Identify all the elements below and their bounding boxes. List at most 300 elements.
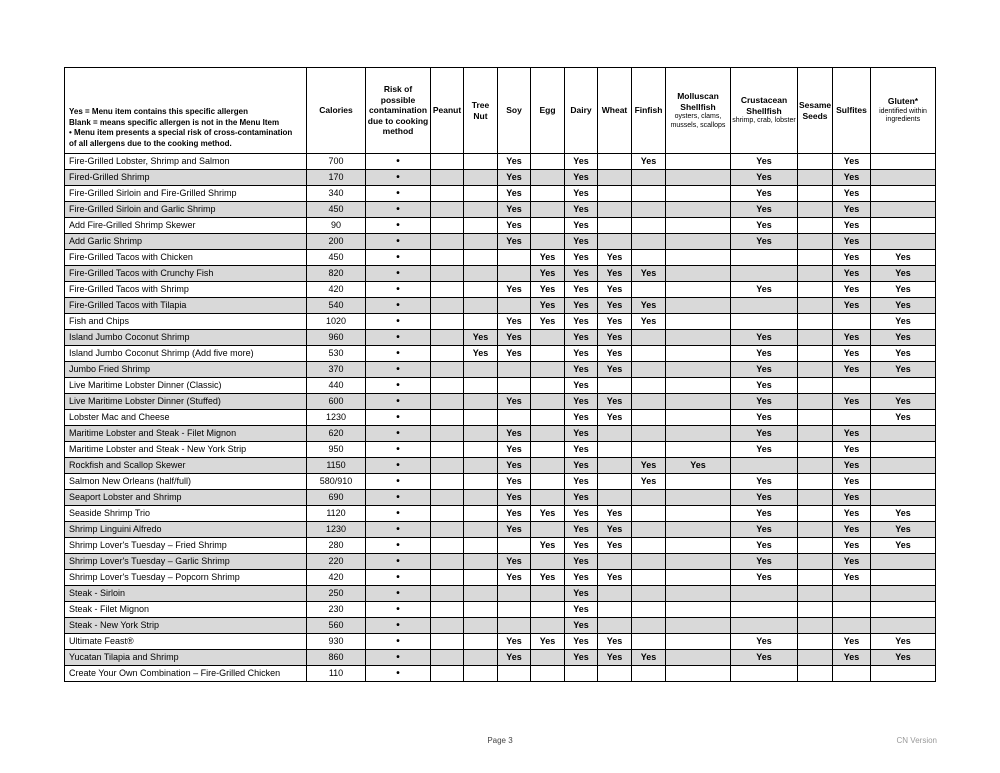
table-row <box>65 170 936 186</box>
risk-dot: • <box>366 218 431 234</box>
allergen-wheat: Yes <box>598 250 632 266</box>
allergen-sulfites: Yes <box>833 282 871 298</box>
menu-item-name: Fire-Grilled Lobster, Shrimp and Salmon <box>65 154 307 170</box>
allergen-tree-nut: Yes <box>464 346 498 362</box>
allergen-crustacean <box>731 458 798 474</box>
allergen-finfish <box>632 186 666 202</box>
allergen-gluten <box>871 426 936 442</box>
allergen-sulfites: Yes <box>833 570 871 586</box>
allergen-tree-nut <box>464 394 498 410</box>
col-header-dairy: Dairy <box>565 68 598 154</box>
allergen-finfish <box>632 570 666 586</box>
allergen-sulfites: Yes <box>833 266 871 282</box>
allergen-peanut <box>431 186 464 202</box>
menu-item-name: Steak - Filet Mignon <box>65 602 307 618</box>
allergen-gluten <box>871 378 936 394</box>
allergen-peanut <box>431 234 464 250</box>
allergen-soy: Yes <box>498 234 531 250</box>
allergen-soy: Yes <box>498 314 531 330</box>
allergen-gluten: Yes <box>871 282 936 298</box>
allergen-peanut <box>431 170 464 186</box>
allergen-wheat: Yes <box>598 570 632 586</box>
calories-value: 1020 <box>307 314 366 330</box>
allergen-finfish <box>632 282 666 298</box>
allergen-molluscan <box>666 634 731 650</box>
allergen-crustacean <box>731 666 798 682</box>
allergen-molluscan <box>666 234 731 250</box>
allergen-sulfites: Yes <box>833 362 871 378</box>
allergen-molluscan <box>666 186 731 202</box>
allergen-dairy: Yes <box>565 362 598 378</box>
allergen-wheat <box>598 586 632 602</box>
table-row <box>65 266 936 282</box>
allergen-egg <box>531 378 565 394</box>
table-row <box>65 538 936 554</box>
menu-item-name: Island Jumbo Coconut Shrimp (Add five more) <box>65 346 307 362</box>
calories-value: 1150 <box>307 458 366 474</box>
allergen-dairy: Yes <box>565 538 598 554</box>
calories-value: 530 <box>307 346 366 362</box>
menu-item-name: Fired-Grilled Shrimp <box>65 170 307 186</box>
allergen-soy <box>498 266 531 282</box>
allergen-finfish: Yes <box>632 314 666 330</box>
menu-item-name: Fire-Grilled Sirloin and Garlic Shrimp <box>65 202 307 218</box>
allergen-sulfites: Yes <box>833 506 871 522</box>
allergen-egg: Yes <box>531 506 565 522</box>
calories-value: 600 <box>307 394 366 410</box>
allergen-tree-nut <box>464 154 498 170</box>
col-header-calories: Calories <box>307 68 366 154</box>
allergen-crustacean: Yes <box>731 474 798 490</box>
calories-value: 1230 <box>307 410 366 426</box>
allergen-soy: Yes <box>498 570 531 586</box>
risk-dot: • <box>366 202 431 218</box>
allergen-soy: Yes <box>498 474 531 490</box>
risk-dot: • <box>366 634 431 650</box>
allergen-sesame <box>798 506 833 522</box>
allergen-sulfites: Yes <box>833 234 871 250</box>
allergen-dairy: Yes <box>565 186 598 202</box>
allergen-sesame <box>798 634 833 650</box>
menu-item-name: Seaside Shrimp Trio <box>65 506 307 522</box>
allergen-wheat <box>598 666 632 682</box>
col-header-egg: Egg <box>531 68 565 154</box>
col-header-tree-nut: Tree Nut <box>464 68 498 154</box>
allergen-finfish <box>632 634 666 650</box>
table-row <box>65 650 936 666</box>
allergen-dairy: Yes <box>565 266 598 282</box>
table-row <box>65 378 936 394</box>
risk-dot: • <box>366 298 431 314</box>
col-header-crustacean-title: Crustacean Shellfish <box>740 95 788 116</box>
allergen-egg <box>531 362 565 378</box>
allergen-peanut <box>431 378 464 394</box>
table-row <box>65 666 936 682</box>
allergen-sesame <box>798 186 833 202</box>
allergen-finfish <box>632 586 666 602</box>
allergen-molluscan <box>666 170 731 186</box>
allergen-molluscan <box>666 282 731 298</box>
allergen-wheat <box>598 458 632 474</box>
allergen-sesame <box>798 538 833 554</box>
allergen-gluten: Yes <box>871 506 936 522</box>
calories-value: 580/910 <box>307 474 366 490</box>
allergen-egg: Yes <box>531 298 565 314</box>
allergen-dairy: Yes <box>565 426 598 442</box>
allergen-sesame <box>798 250 833 266</box>
calories-value: 250 <box>307 586 366 602</box>
allergen-egg <box>531 650 565 666</box>
calories-value: 930 <box>307 634 366 650</box>
allergen-crustacean: Yes <box>731 282 798 298</box>
allergen-gluten <box>871 586 936 602</box>
allergen-egg <box>531 410 565 426</box>
allergen-soy: Yes <box>498 202 531 218</box>
allergen-dairy: Yes <box>565 618 598 634</box>
calories-value: 450 <box>307 250 366 266</box>
allergen-crustacean <box>731 586 798 602</box>
allergen-tree-nut <box>464 202 498 218</box>
allergen-soy <box>498 586 531 602</box>
allergen-peanut <box>431 602 464 618</box>
allergen-sesame <box>798 266 833 282</box>
allergen-molluscan <box>666 154 731 170</box>
allergen-dairy: Yes <box>565 346 598 362</box>
allergen-dairy: Yes <box>565 490 598 506</box>
allergen-peanut <box>431 458 464 474</box>
allergen-soy: Yes <box>498 506 531 522</box>
allergen-soy <box>498 378 531 394</box>
allergen-molluscan <box>666 474 731 490</box>
table-row <box>65 394 936 410</box>
allergen-gluten <box>871 442 936 458</box>
allergen-finfish <box>632 538 666 554</box>
allergen-peanut <box>431 330 464 346</box>
allergen-finfish <box>632 442 666 458</box>
col-header-molluscan-title: Molluscan Shellfish <box>677 90 719 112</box>
risk-dot: • <box>366 666 431 682</box>
allergen-soy: Yes <box>498 490 531 506</box>
col-header-risk: Risk of possible contamination due to cooking method <box>366 68 431 154</box>
allergen-gluten <box>871 154 936 170</box>
menu-item-name: Steak - Sirloin <box>65 586 307 602</box>
allergen-molluscan <box>666 618 731 634</box>
risk-dot: • <box>366 650 431 666</box>
allergen-finfish <box>632 618 666 634</box>
allergen-gluten: Yes <box>871 250 936 266</box>
allergen-crustacean: Yes <box>731 410 798 426</box>
table-row <box>65 458 936 474</box>
menu-item-name: Shrimp Linguini Alfredo <box>65 522 307 538</box>
allergen-egg <box>531 554 565 570</box>
allergen-gluten <box>871 202 936 218</box>
allergen-gluten: Yes <box>871 314 936 330</box>
menu-item-name: Jumbo Fried Shrimp <box>65 362 307 378</box>
allergen-dairy: Yes <box>565 250 598 266</box>
menu-item-name: Live Maritime Lobster Dinner (Classic) <box>65 378 307 394</box>
calories-value: 820 <box>307 266 366 282</box>
risk-dot: • <box>366 538 431 554</box>
allergen-molluscan <box>666 346 731 362</box>
allergen-peanut <box>431 586 464 602</box>
calories-value: 420 <box>307 570 366 586</box>
table-row <box>65 426 936 442</box>
allergen-gluten: Yes <box>871 394 936 410</box>
menu-item-name: Seaport Lobster and Shrimp <box>65 490 307 506</box>
allergen-peanut <box>431 666 464 682</box>
table-row <box>65 506 936 522</box>
table-row <box>65 570 936 586</box>
allergen-finfish: Yes <box>632 266 666 282</box>
allergen-soy: Yes <box>498 282 531 298</box>
allergen-molluscan <box>666 650 731 666</box>
allergen-molluscan <box>666 426 731 442</box>
allergen-gluten <box>871 618 936 634</box>
risk-dot: • <box>366 266 431 282</box>
allergen-dairy: Yes <box>565 378 598 394</box>
allergen-peanut <box>431 650 464 666</box>
calories-value: 450 <box>307 202 366 218</box>
allergen-egg: Yes <box>531 250 565 266</box>
allergen-crustacean: Yes <box>731 202 798 218</box>
allergen-wheat: Yes <box>598 410 632 426</box>
allergen-finfish <box>632 666 666 682</box>
allergen-sesame <box>798 218 833 234</box>
allergen-egg <box>531 346 565 362</box>
allergen-peanut <box>431 506 464 522</box>
allergen-wheat <box>598 186 632 202</box>
allergen-sulfites: Yes <box>833 186 871 202</box>
risk-dot: • <box>366 186 431 202</box>
allergen-finfish <box>632 554 666 570</box>
allergen-molluscan <box>666 218 731 234</box>
allergen-crustacean: Yes <box>731 330 798 346</box>
allergen-tree-nut <box>464 570 498 586</box>
risk-dot: • <box>366 170 431 186</box>
table-row <box>65 250 936 266</box>
allergen-molluscan <box>666 490 731 506</box>
allergen-molluscan <box>666 602 731 618</box>
allergen-sulfites <box>833 410 871 426</box>
menu-item-name: Add Fire-Grilled Shrimp Skewer <box>65 218 307 234</box>
allergen-sulfites: Yes <box>833 554 871 570</box>
allergen-egg <box>531 330 565 346</box>
allergen-sulfites: Yes <box>833 250 871 266</box>
allergen-dairy: Yes <box>565 218 598 234</box>
allergen-table <box>64 67 936 682</box>
allergen-dairy: Yes <box>565 650 598 666</box>
menu-item-name: Fire-Grilled Tacos with Chicken <box>65 250 307 266</box>
allergen-peanut <box>431 394 464 410</box>
risk-dot: • <box>366 410 431 426</box>
allergen-soy <box>498 362 531 378</box>
allergen-dairy: Yes <box>565 170 598 186</box>
allergen-gluten <box>871 490 936 506</box>
allergen-molluscan <box>666 442 731 458</box>
allergen-peanut <box>431 410 464 426</box>
table-row <box>65 618 936 634</box>
allergen-dairy: Yes <box>565 202 598 218</box>
allergen-sesame <box>798 378 833 394</box>
legend-line-bullet: • Menu item presents a special risk of cross-contamination of all allergens due to the cooking method. <box>69 128 293 149</box>
allergen-crustacean: Yes <box>731 570 798 586</box>
allergen-soy: Yes <box>498 426 531 442</box>
allergen-soy: Yes <box>498 394 531 410</box>
allergen-crustacean: Yes <box>731 522 798 538</box>
allergen-sulfites: Yes <box>833 650 871 666</box>
allergen-peanut <box>431 538 464 554</box>
calories-value: 960 <box>307 330 366 346</box>
allergen-wheat: Yes <box>598 266 632 282</box>
allergen-sulfites: Yes <box>833 426 871 442</box>
risk-dot: • <box>366 346 431 362</box>
calories-value: 1230 <box>307 522 366 538</box>
allergen-peanut <box>431 474 464 490</box>
allergen-egg <box>531 666 565 682</box>
menu-item-name: Create Your Own Combination – Fire-Grilled Chicken <box>65 666 307 682</box>
allergen-sesame <box>798 346 833 362</box>
allergen-soy: Yes <box>498 186 531 202</box>
allergen-soy <box>498 618 531 634</box>
calories-value: 200 <box>307 234 366 250</box>
allergen-tree-nut <box>464 186 498 202</box>
table-row <box>65 314 936 330</box>
menu-item-name: Ultimate Feast® <box>65 634 307 650</box>
allergen-sulfites: Yes <box>833 538 871 554</box>
menu-item-name: Maritime Lobster and Steak - New York Strip <box>65 442 307 458</box>
allergen-molluscan <box>666 298 731 314</box>
allergen-tree-nut <box>464 234 498 250</box>
risk-dot: • <box>366 378 431 394</box>
allergen-crustacean: Yes <box>731 506 798 522</box>
table-row <box>65 586 936 602</box>
allergen-sulfites: Yes <box>833 490 871 506</box>
allergen-wheat <box>598 490 632 506</box>
calories-value: 620 <box>307 426 366 442</box>
calories-value: 280 <box>307 538 366 554</box>
allergen-finfish <box>632 490 666 506</box>
allergen-molluscan <box>666 666 731 682</box>
allergen-gluten <box>871 234 936 250</box>
allergen-wheat <box>598 474 632 490</box>
allergen-dairy: Yes <box>565 330 598 346</box>
allergen-wheat <box>598 618 632 634</box>
allergen-dairy: Yes <box>565 634 598 650</box>
menu-item-name: Maritime Lobster and Steak - Filet Mignon <box>65 426 307 442</box>
allergen-sesame <box>798 650 833 666</box>
allergen-dairy: Yes <box>565 394 598 410</box>
version-label: CN Version <box>896 736 937 745</box>
risk-dot: • <box>366 618 431 634</box>
allergen-gluten: Yes <box>871 362 936 378</box>
col-header-gluten <box>871 68 936 154</box>
allergen-peanut <box>431 570 464 586</box>
menu-item-name: Lobster Mac and Cheese <box>65 410 307 426</box>
allergen-wheat: Yes <box>598 362 632 378</box>
allergen-wheat <box>598 234 632 250</box>
menu-item-name: Add Garlic Shrimp <box>65 234 307 250</box>
allergen-sesame <box>798 394 833 410</box>
allergen-dairy: Yes <box>565 410 598 426</box>
menu-item-name: Shrimp Lover's Tuesday – Garlic Shrimp <box>65 554 307 570</box>
risk-dot: • <box>366 426 431 442</box>
allergen-finfish <box>632 394 666 410</box>
col-header-wheat: Wheat <box>598 68 632 154</box>
allergen-sulfites: Yes <box>833 218 871 234</box>
allergen-egg <box>531 522 565 538</box>
allergen-sulfites: Yes <box>833 330 871 346</box>
allergen-tree-nut <box>464 618 498 634</box>
allergen-soy: Yes <box>498 330 531 346</box>
allergen-finfish <box>632 506 666 522</box>
allergen-dairy: Yes <box>565 442 598 458</box>
allergen-wheat: Yes <box>598 650 632 666</box>
allergen-soy <box>498 410 531 426</box>
allergen-sesame <box>798 442 833 458</box>
allergen-sulfites: Yes <box>833 154 871 170</box>
table-row <box>65 442 936 458</box>
allergen-dairy: Yes <box>565 554 598 570</box>
menu-item-name: Fire-Grilled Tacos with Shrimp <box>65 282 307 298</box>
allergen-wheat: Yes <box>598 314 632 330</box>
legend-line-blank: Blank = means specific allergen is not in the Menu Item <box>69 117 280 127</box>
allergen-finfish <box>632 362 666 378</box>
allergen-wheat <box>598 154 632 170</box>
allergen-gluten <box>871 186 936 202</box>
calories-value: 90 <box>307 218 366 234</box>
allergen-molluscan <box>666 330 731 346</box>
allergen-sulfites <box>833 618 871 634</box>
menu-item-name: Yucatan Tilapia and Shrimp <box>65 650 307 666</box>
allergen-soy: Yes <box>498 346 531 362</box>
allergen-sesame <box>798 282 833 298</box>
allergen-dairy: Yes <box>565 570 598 586</box>
allergen-tree-nut <box>464 490 498 506</box>
risk-dot: • <box>366 330 431 346</box>
allergen-sulfites: Yes <box>833 474 871 490</box>
allergen-egg: Yes <box>531 266 565 282</box>
allergen-dairy: Yes <box>565 234 598 250</box>
allergen-gluten <box>871 666 936 682</box>
allergen-sesame <box>798 426 833 442</box>
allergen-peanut <box>431 218 464 234</box>
allergen-soy: Yes <box>498 154 531 170</box>
calories-value: 1120 <box>307 506 366 522</box>
risk-dot: • <box>366 394 431 410</box>
allergen-molluscan <box>666 586 731 602</box>
allergen-gluten: Yes <box>871 634 936 650</box>
allergen-molluscan <box>666 362 731 378</box>
allergen-sulfites: Yes <box>833 522 871 538</box>
allergen-gluten: Yes <box>871 522 936 538</box>
allergen-crustacean: Yes <box>731 170 798 186</box>
allergen-dairy: Yes <box>565 506 598 522</box>
risk-dot: • <box>366 250 431 266</box>
calories-value: 440 <box>307 378 366 394</box>
table-row <box>65 282 936 298</box>
col-header-crustacean <box>731 68 798 154</box>
allergen-molluscan <box>666 394 731 410</box>
allergen-sulfites: Yes <box>833 346 871 362</box>
allergen-tree-nut: Yes <box>464 330 498 346</box>
allergen-finfish <box>632 346 666 362</box>
legend <box>65 68 307 154</box>
allergen-soy: Yes <box>498 218 531 234</box>
allergen-peanut <box>431 202 464 218</box>
allergen-dairy: Yes <box>565 298 598 314</box>
allergen-soy <box>498 602 531 618</box>
allergen-peanut <box>431 250 464 266</box>
